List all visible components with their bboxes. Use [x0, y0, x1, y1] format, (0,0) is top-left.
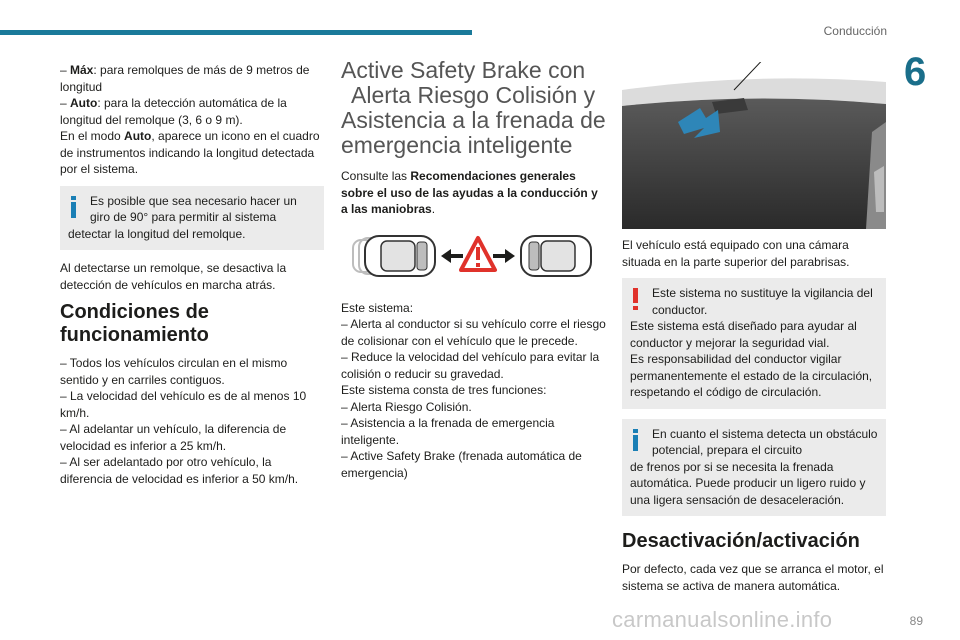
info-text-b: de frenos por si se necesita la frenada automática. Puede producir un ligero ruido y una ligera sensación de desaceleración.	[630, 459, 866, 507]
list-item: – Active Safety Brake (frenada automática de emergencia)	[341, 449, 582, 480]
consult-paragraph: Consulte las Recomendaciones generales sobre el uso de las ayudas a la conducción y a las maniobras.	[341, 169, 598, 216]
main-title: Active Safety Brake con Alerta Riesgo Colisión y Asistencia a la frenada de emergencia inteligente	[341, 57, 606, 158]
info-text-a: En cuanto el sistema detecta un obstáculo potencial, prepara el circuito	[652, 426, 878, 457]
warning-text-a: Este sistema no sustituye la vigilancia del conductor.	[652, 286, 873, 317]
chapter-title: Conducción	[823, 24, 887, 38]
info-icon	[633, 429, 638, 451]
conditions-list	[60, 355, 324, 487]
list-item: – Alerta al conductor si su vehículo corre el riesgo de colisionar con el vehículo que le precede.	[341, 317, 606, 348]
info-box-brake	[622, 419, 886, 517]
warning-box	[622, 278, 886, 409]
list-item: – Al ser adelantado por otro vehículo, la diferencia de velocidad es inferior a 50 km/h.	[60, 455, 299, 486]
auto-text: : para la detección automática de la longitud del remolque (3, 6 o 9 m).	[60, 96, 287, 127]
warning-triangle-icon	[461, 238, 495, 270]
section-title-conditions: Condiciones de funcionamiento	[60, 301, 209, 346]
list-item: – Reduce la velocidad del vehículo para evitar la colisión o reducir su gravedad.	[341, 350, 600, 381]
max-text: : para remolques de más de 9 metros de longitud	[60, 63, 310, 94]
list-item: – Alerta Riesgo Colisión.	[341, 399, 472, 414]
section-title-deactivation: Desactivación/activación	[622, 530, 860, 552]
watermark: carmanualsonline.info	[612, 607, 833, 632]
list-item: – Todos los vehículos circulan en el mismo sentido y en carriles contiguos.	[60, 356, 288, 387]
list-item: – La velocidad del vehículo es de al menos 10 km/h.	[60, 389, 307, 420]
column-left	[60, 62, 324, 487]
page-number: 89	[909, 614, 923, 628]
windshield-camera-image	[622, 62, 886, 229]
list-item: – Asistencia a la frenada de emergencia inteligente.	[341, 416, 555, 447]
auto-option: – Auto: para la detección automática de la longitud del remolque (3, 6 o 9 m).	[60, 96, 287, 127]
auto-mode-paragraph: En el modo Auto, aparece un icono en el cuadro de instrumentos indicando la longitud detectada por el sistema.	[60, 129, 320, 176]
auto-label: Auto	[70, 96, 98, 110]
warning-text-c: Es responsabilidad del conductor vigilar permanentemente el estado de la circulación, respetando el código de circulación.	[630, 352, 873, 399]
system-description	[341, 300, 607, 482]
collision-illustration	[341, 226, 607, 286]
chapter-number: 6	[904, 50, 927, 94]
max-option: – Máx: para remolques de más de 9 metros de longitud	[60, 63, 310, 94]
warning-text-b: Este sistema está diseñado para ayudar al conductor y mejorar la seguridad vial.	[630, 319, 857, 350]
camera-paragraph: El vehículo está equipado con una cámara situada en la parte superior del parabrisas.	[622, 238, 850, 269]
info-text-b: detectar la longitud del remolque.	[68, 226, 246, 241]
info-box-turn	[60, 186, 324, 251]
header-accent-bar	[0, 30, 472, 35]
list-item: Este sistema:	[341, 300, 414, 315]
max-label: Máx	[70, 63, 94, 77]
column-middle	[341, 58, 607, 481]
info-text-a: Es posible que sea necesario hacer un giro de 90° para permitir al sistema	[90, 193, 297, 224]
car-left-icon	[365, 236, 435, 276]
deactivation-paragraph: Por defecto, cada vez que se arranca el motor, el sistema se activa de manera automática.	[622, 562, 884, 593]
info-icon	[71, 196, 76, 218]
warning-icon	[633, 288, 638, 310]
list-item: Este sistema consta de tres funciones:	[341, 383, 547, 397]
car-right-icon	[521, 236, 591, 276]
trailer-paragraph: Al detectarse un remolque, se desactiva la detección de vehículos en marcha atrás.	[60, 261, 287, 292]
column-right	[622, 62, 886, 602]
list-item: – Al adelantar un vehículo, la diferencia de velocidad es inferior a 25 km/h.	[60, 422, 287, 453]
